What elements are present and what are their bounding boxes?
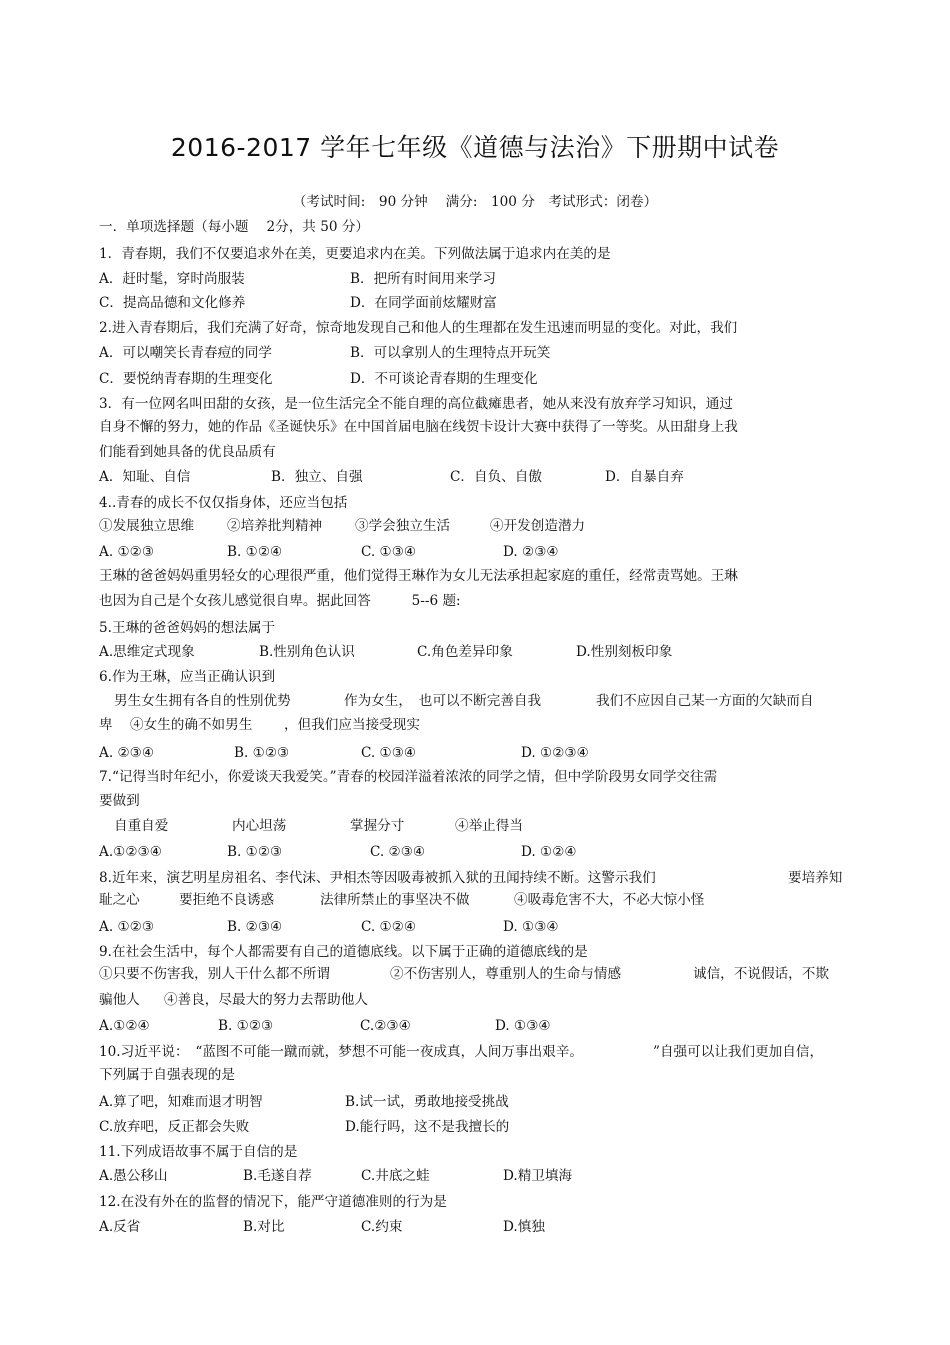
question-12-option-d: D.慎独 xyxy=(503,1219,545,1235)
question-5-option-c: C.角色差异印象 xyxy=(417,644,513,660)
question-9-item-1: ①只要不伤害我，别人干什么都不所谓 xyxy=(99,966,331,982)
question-6-item-1: 男生女生拥有各自的性别优势 xyxy=(114,693,291,709)
question-12-option-a: A.反省 xyxy=(99,1219,141,1235)
question-1-option-c: C．提高品德和文化修养 xyxy=(99,295,246,311)
question-10-option-a: A.算了吧，知难而退才明智 xyxy=(99,1094,263,1110)
question-9-stem: 9.在社会生活中，每个人都需要有自己的道德底线。以下属于正确的道德底线的是 xyxy=(99,944,588,960)
question-3-option-b: B．独立、自强 xyxy=(271,469,363,485)
question-7-item-2: 内心坦荡 xyxy=(232,818,287,834)
question-9-option-d: D. ①③④ xyxy=(495,1018,551,1034)
question-6-option-c: C. ①③④ xyxy=(361,745,417,761)
question-5-option-d: D.性别刻板印象 xyxy=(576,644,673,660)
question-2-option-c: C．要悦纳青春期的生理变化 xyxy=(99,371,273,387)
question-6-item-4-cont: ，但我们应当接受现实 xyxy=(284,717,420,733)
question-10-stem-line-2: 下列属于自强表现的是 xyxy=(99,1067,235,1083)
question-7-option-b: B. ①②③ xyxy=(227,844,283,860)
question-1-option-b: B．把所有时间用来学习 xyxy=(350,271,496,287)
question-8-option-a: A. ①②③ xyxy=(99,919,155,935)
question-12-stem: 12.在没有外在的监督的情况下，能严守道德准则的行为是 xyxy=(99,1194,447,1210)
question-8-stem-line-1: 8.近年来，演艺明星房祖名、李代沫、尹相杰等因吸毒被抓入狱的丑闻持续不断。这警示我们 xyxy=(99,870,656,886)
question-8-option-c: C. ①②④ xyxy=(361,919,417,935)
question-10-option-c: C.放弃吧，反正都会失败 xyxy=(99,1119,250,1135)
question-4-item-3: ③学会独立生活 xyxy=(355,518,451,534)
question-3-option-a: A．知耻、自信 xyxy=(99,469,191,485)
question-7-item-4: ④举止得当 xyxy=(455,818,523,834)
question-5-option-a: A.思维定式现象 xyxy=(99,644,195,660)
question-9-item-3: 诚信，不说假话，不欺 xyxy=(693,966,829,982)
question-8-item-3: 法律所禁止的事坚决不做 xyxy=(320,892,470,908)
question-5-option-b: B.性别角色认识 xyxy=(259,644,355,660)
question-2-stem: 2.进入青春期后，我们充满了好奇，惊奇地发现自己和他人的生理都在发生迅速而明显的变化。对此，我们 xyxy=(99,320,738,336)
question-4-item-2: ②培养批判精神 xyxy=(227,518,323,534)
question-4-stem: 4..青春的成长不仅仅指身体，还应当包括 xyxy=(99,495,348,511)
question-6-option-a: A. ②③④ xyxy=(99,745,155,761)
question-6-item-3-cont: 卑 xyxy=(99,717,113,733)
question-3-stem-line-2: 自身不懈的努力，她的作品《圣诞快乐》在中国首届电脑在线贺卡设计大赛中获得了一等奖。从田甜身上我 xyxy=(99,419,738,435)
question-9-item-3-cont: 骗他人 xyxy=(99,992,140,1008)
question-6-item-4: ④女生的确不如男生 xyxy=(130,717,253,733)
question-3-option-d: D．自暴自弃 xyxy=(605,469,684,485)
question-12-option-c: C.约束 xyxy=(361,1219,403,1235)
question-10-stem-line-1-cont: ”自强可以让我们更加自信， xyxy=(653,1044,824,1060)
question-7-option-c: C. ②③④ xyxy=(370,844,426,860)
question-11-option-a: A.愚公移山 xyxy=(99,1168,168,1184)
question-5-stem: 5.王琳的爸爸妈妈的想法属于 xyxy=(99,620,276,636)
question-6-option-d: D. ①②③④ xyxy=(521,745,589,761)
question-7-item-3: 掌握分寸 xyxy=(350,818,405,834)
question-3-stem-line-1: 3．有一位网名叫田甜的女孩，是一位生活完全不能自理的高位截瘫患者，她从来没有放弃学习知识，通过 xyxy=(99,396,733,412)
question-2-option-b: B．可以拿别人的生理特点开玩笑 xyxy=(350,345,551,361)
question-7-option-d: D. ①②④ xyxy=(521,844,577,860)
question-3-stem-line-3: 们能看到她具备的优良品质有 xyxy=(99,444,276,460)
question-4-item-4: ④开发创造潜力 xyxy=(490,518,586,534)
question-4-option-b: B. ①②④ xyxy=(227,544,283,560)
question-10-option-b: B.试一试，勇敢地接受挑战 xyxy=(345,1094,509,1110)
question-4-option-d: D. ②③④ xyxy=(503,544,559,560)
question-11-stem: 11.下列成语故事不属于自信的是 xyxy=(99,1144,298,1160)
question-11-option-c: C.井底之蛙 xyxy=(361,1168,430,1184)
question-9-item-4: ④善良，尽最大的努力去帮助他人 xyxy=(164,992,368,1008)
question-11-option-b: B.毛遂自荐 xyxy=(243,1168,312,1184)
question-9-option-a: A.①②④ xyxy=(99,1018,150,1034)
question-6-item-3: 我们不应因自己某一方面的欠缺而自 xyxy=(596,693,814,709)
question-4-option-c: C. ①③④ xyxy=(361,544,417,560)
question-7-item-1: 自重自爱 xyxy=(114,818,169,834)
question-8-item-1: 要培养知 xyxy=(788,870,843,886)
question-1-option-d: D．在同学面前炫耀财富 xyxy=(350,295,497,311)
question-3-option-c: C．自负、自傲 xyxy=(450,469,542,485)
passage-line-2: 也因为自己是个女孩儿感觉很自卑。据此回答 5--6 题: xyxy=(99,593,461,609)
exam-info: （考试时间: 90 分钟 满分: 100 分 考试形式：闭卷） xyxy=(292,194,658,210)
question-6-item-2: 作为女生， 也可以不断完善自我 xyxy=(344,693,542,709)
question-8-option-b: B. ②③④ xyxy=(227,919,283,935)
question-1-option-a: A．赶时髦，穿时尚服装 xyxy=(99,271,245,287)
passage-line-1: 王琳的爸爸妈妈重男轻女的心理很严重，他们觉得王琳作为女儿无法承担起家庭的重任，经常责骂她。王琳 xyxy=(99,568,738,584)
question-11-option-d: D.精卫填海 xyxy=(503,1168,573,1184)
question-10-option-d: D.能行吗，这不是我擅长的 xyxy=(345,1119,510,1135)
question-8-item-1-cont: 耻之心 xyxy=(99,892,140,908)
question-4-item-1: ①发展独立思维 xyxy=(99,518,195,534)
question-6-stem: 6.作为王琳，应当正确认识到 xyxy=(99,669,276,685)
question-12-option-b: B.对比 xyxy=(243,1219,285,1235)
question-7-stem-line-1: 7.“记得当时年纪小，你爱谈天我爱笑。”青春的校园洋溢着浓浓的同学之情，但中学阶段男女同学交往需 xyxy=(99,769,718,785)
question-7-option-a: A.①②③④ xyxy=(99,844,162,860)
question-6-option-b: B. ①②③ xyxy=(234,745,290,761)
question-8-option-d: D. ①③④ xyxy=(503,919,559,935)
question-8-item-4: ④吸毒危害不大，不必大惊小怪 xyxy=(514,892,705,908)
question-2-option-a: A．可以嘲笑长青春痘的同学 xyxy=(99,345,272,361)
question-9-option-b: B. ①②③ xyxy=(218,1018,274,1034)
question-9-item-2: ②不伤害别人，尊重别人的生命与情感 xyxy=(390,966,622,982)
question-8-item-2: 要拒绝不良诱惑 xyxy=(179,892,275,908)
question-10-stem-line-1: 10.习近平说： “蓝图不可能一蹴而就，梦想不可能一夜成真，人间万事出艰辛。 xyxy=(99,1044,583,1060)
section-heading: 一．单项选择题（每小题 2分，共 50 分） xyxy=(99,219,370,235)
question-9-option-c: C.②③④ xyxy=(360,1018,411,1034)
exam-title: 2016-2017 学年七年级《道德与法治》下册期中试卷 xyxy=(170,133,780,162)
question-1-stem: 1．青春期，我们不仅要追求外在美，更要追求内在美。下列做法属于追求内在美的是 xyxy=(99,246,611,262)
question-4-option-a: A. ①②③ xyxy=(99,544,155,560)
question-7-stem-line-2: 要做到 xyxy=(99,793,140,809)
question-2-option-d: D．不可谈论青春期的生理变化 xyxy=(350,371,538,387)
